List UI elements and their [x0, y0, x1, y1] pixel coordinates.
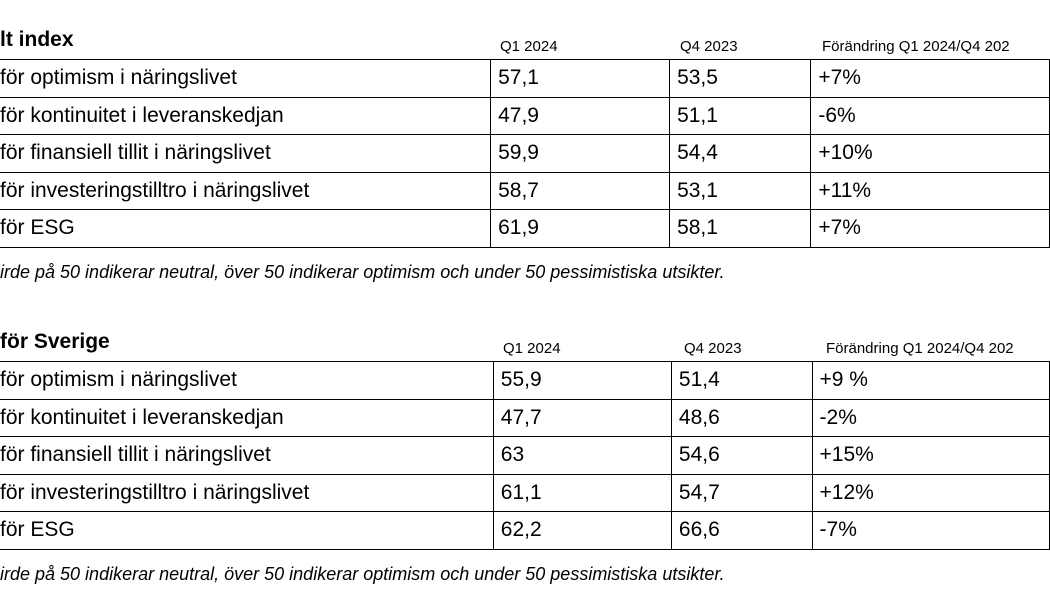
data-table	[0, 59, 1050, 248]
value-change: +11%	[811, 172, 1050, 210]
row-label: för investeringstilltro i näringslivet	[0, 172, 491, 210]
row-label: för kontinuitet i leveranskedjan	[0, 399, 493, 437]
value-change: +12%	[812, 474, 1049, 512]
column-header-q4-2023: Q4 2023	[680, 38, 738, 55]
row-label: för finansiell tillit i näringslivet	[0, 135, 491, 173]
table-row	[0, 362, 1050, 400]
table-title: för Sverige	[0, 330, 110, 353]
value-q4-2023: 53,5	[670, 60, 811, 98]
value-q4-2023: 66,6	[671, 512, 812, 550]
value-q4-2023: 48,6	[671, 399, 812, 437]
value-change: +9 %	[812, 362, 1049, 400]
table-row	[0, 210, 1050, 248]
column-header-q1-2024: Q1 2024	[500, 38, 558, 55]
row-label: för ESG	[0, 512, 493, 550]
value-q4-2023: 54,4	[670, 135, 811, 173]
table-row	[0, 172, 1050, 210]
table-row	[0, 60, 1050, 98]
table-row	[0, 135, 1050, 173]
value-q1-2024: 63	[493, 437, 671, 475]
value-q1-2024: 55,9	[493, 362, 671, 400]
table-row	[0, 437, 1050, 475]
data-table	[0, 361, 1050, 550]
value-q1-2024: 61,9	[491, 210, 670, 248]
value-change: -7%	[812, 512, 1049, 550]
value-change: +7%	[811, 210, 1050, 248]
value-q1-2024: 47,7	[493, 399, 671, 437]
row-label: för kontinuitet i leveranskedjan	[0, 97, 491, 135]
value-change: +7%	[811, 60, 1050, 98]
row-label: för optimism i näringslivet	[0, 60, 491, 98]
table-title: lt index	[0, 28, 74, 51]
column-header-q4-2023: Q4 2023	[684, 340, 742, 357]
column-header-change: Förändring Q1 2024/Q4 202	[822, 38, 1010, 55]
column-header-change: Förändring Q1 2024/Q4 202	[826, 340, 1014, 357]
table-header	[0, 28, 1050, 60]
value-q1-2024: 62,2	[493, 512, 671, 550]
value-q4-2023: 54,6	[671, 437, 812, 475]
value-change: +15%	[812, 437, 1049, 475]
value-q1-2024: 58,7	[491, 172, 670, 210]
table-header	[0, 330, 1050, 362]
footnote: irde på 50 indikerar neutral, över 50 indikerar optimism och under 50 pessimistiska utsikter.	[0, 262, 725, 282]
value-q1-2024: 47,9	[491, 97, 670, 135]
value-change: +10%	[811, 135, 1050, 173]
row-label: för finansiell tillit i näringslivet	[0, 437, 493, 475]
table-row	[0, 474, 1050, 512]
index-table-sweden	[0, 330, 1050, 584]
value-q4-2023: 58,1	[670, 210, 811, 248]
table-row	[0, 399, 1050, 437]
table-row	[0, 512, 1050, 550]
value-q4-2023: 51,1	[670, 97, 811, 135]
value-q1-2024: 61,1	[493, 474, 671, 512]
value-q4-2023: 53,1	[670, 172, 811, 210]
value-change: -2%	[812, 399, 1049, 437]
value-q4-2023: 51,4	[671, 362, 812, 400]
table-row	[0, 97, 1050, 135]
footnote: irde på 50 indikerar neutral, över 50 indikerar optimism och under 50 pessimistiska utsikter.	[0, 564, 725, 584]
row-label: för ESG	[0, 210, 491, 248]
value-q4-2023: 54,7	[671, 474, 812, 512]
value-q1-2024: 57,1	[491, 60, 670, 98]
index-table-total	[0, 28, 1050, 282]
row-label: för optimism i näringslivet	[0, 362, 493, 400]
value-change: -6%	[811, 97, 1050, 135]
row-label: för investeringstilltro i näringslivet	[0, 474, 493, 512]
value-q1-2024: 59,9	[491, 135, 670, 173]
column-header-q1-2024: Q1 2024	[503, 340, 561, 357]
